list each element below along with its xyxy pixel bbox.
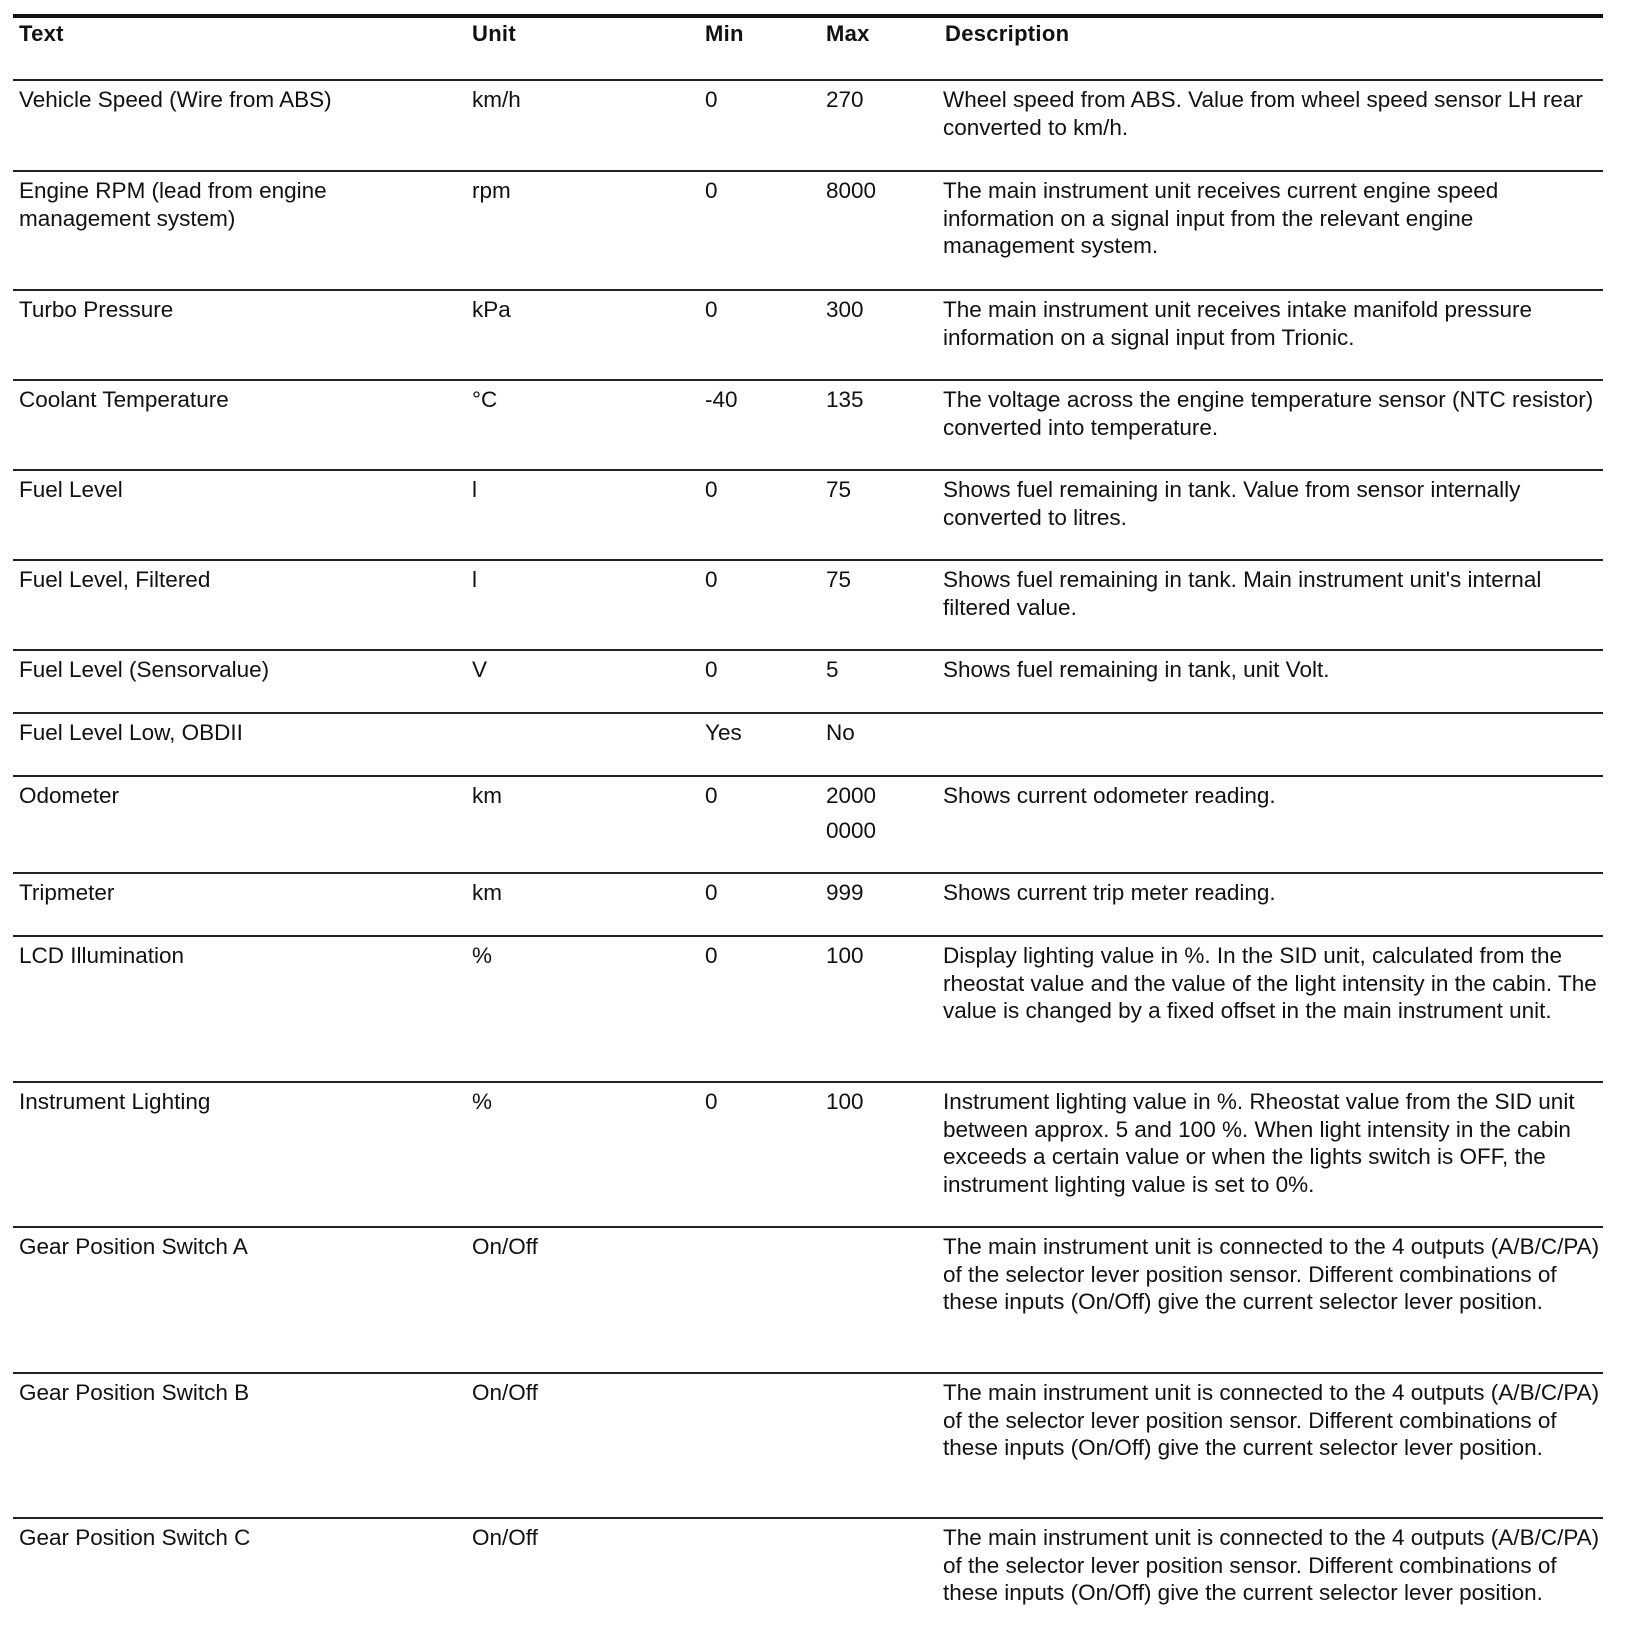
row-separator [13, 559, 1603, 561]
table-top-rule [13, 14, 1603, 18]
cell-max: 100 [826, 943, 864, 968]
row-separator [13, 872, 1603, 874]
cell-description: The main instrument unit is connected to the 4 outputs (A/B/C/PA) of the selector lever position sensor. Different combinations of these inputs (On/Off) give the current selector lever position. [943, 1234, 1600, 1314]
cell-text: Instrument Lighting [19, 1089, 211, 1114]
cell-description: The main instrument unit receives current engine speed information on a signal input from the relevant engine management system. [943, 178, 1499, 258]
cell-min: 0 [705, 657, 718, 682]
cell-max: 999 [826, 880, 864, 905]
cell-unit: % [472, 943, 493, 968]
cell-min: -40 [705, 387, 738, 412]
cell-max: 75 [826, 567, 852, 592]
cell-min: 0 [705, 783, 718, 808]
row-separator [13, 935, 1603, 937]
cell-text: LCD Illumination [19, 943, 185, 968]
cell-min: 0 [705, 943, 718, 968]
cell-text: Gear Position Switch C [19, 1525, 251, 1550]
row-separator [13, 289, 1603, 291]
cell-unit: On/Off [472, 1525, 538, 1550]
cell-text: Fuel Level Low, OBDII [19, 720, 243, 745]
cell-text: Vehicle Speed (Wire from ABS) [19, 87, 332, 112]
row-separator [13, 379, 1603, 381]
cell-text: Fuel Level [19, 477, 123, 502]
cell-max: No [826, 720, 855, 745]
cell-min: 0 [705, 178, 718, 203]
cell-description: Shows current trip meter reading. [943, 880, 1276, 905]
cell-text: Turbo Pressure [19, 297, 174, 322]
cell-description: Shows fuel remaining in tank, unit Volt. [943, 657, 1330, 682]
cell-min: 0 [705, 87, 718, 112]
cell-max: 135 [826, 387, 864, 412]
cell-unit: km [472, 783, 502, 808]
cell-description: Shows fuel remaining in tank. Value from sensor internally converted to litres. [943, 477, 1521, 530]
cell-unit: km/h [472, 87, 521, 112]
cell-unit: °C [472, 387, 498, 412]
cell-min: 0 [705, 1089, 718, 1114]
header-max: Max [826, 21, 870, 46]
cell-unit: On/Off [472, 1234, 538, 1259]
cell-unit: V [472, 657, 488, 682]
row-separator [13, 775, 1603, 777]
cell-unit: rpm [472, 178, 511, 203]
cell-unit: km [472, 880, 502, 905]
cell-max: 270 [826, 87, 864, 112]
cell-max: 2000 0000 [826, 783, 877, 843]
row-separator [13, 170, 1603, 172]
cell-min: 0 [705, 567, 718, 592]
cell-description: The main instrument unit receives intake manifold pressure information on a signal input from Trionic. [943, 297, 1533, 350]
row-separator [13, 1226, 1603, 1228]
cell-max: 8000 [826, 178, 877, 203]
cell-unit: % [472, 1089, 493, 1114]
cell-description: Wheel speed from ABS. Value from wheel speed sensor LH rear converted to km/h. [943, 87, 1583, 140]
cell-min: 0 [705, 297, 718, 322]
header-description: Description [945, 21, 1070, 46]
cell-text: Fuel Level, Filtered [19, 567, 211, 592]
row-separator [13, 1372, 1603, 1374]
cell-unit: l [472, 567, 477, 592]
row-separator [13, 469, 1603, 471]
row-separator [13, 79, 1603, 81]
header-text: Text [19, 21, 64, 46]
cell-unit: kPa [472, 297, 511, 322]
cell-description: The main instrument unit is connected to the 4 outputs (A/B/C/PA) of the selector lever position sensor. Different combinations of these inputs (On/Off) give the current selector lever position. [943, 1525, 1600, 1605]
cell-text: Fuel Level (Sensorvalue) [19, 657, 270, 682]
cell-max: 100 [826, 1089, 864, 1114]
cell-description: Display lighting value in %. In the SID unit, calculated from the rheostat value and the value of the light intensity in the cabin. The value is changed by a fixed offset in the main instrument unit. [943, 943, 1597, 1023]
cell-max: 300 [826, 297, 864, 322]
cell-description: The main instrument unit is connected to the 4 outputs (A/B/C/PA) of the selector lever position sensor. Different combinations of these inputs (On/Off) give the current selector lever position. [943, 1380, 1600, 1460]
cell-description: The voltage across the engine temperature sensor (NTC resistor) converted into temperature. [943, 387, 1594, 440]
cell-description: Shows current odometer reading. [943, 783, 1276, 808]
cell-text: Engine RPM (lead from engine management system) [19, 178, 327, 231]
cell-text: Gear Position Switch A [19, 1234, 248, 1259]
cell-unit: l [472, 477, 477, 502]
cell-max: 75 [826, 477, 852, 502]
cell-text: Coolant Temperature [19, 387, 229, 412]
header-unit: Unit [472, 21, 516, 46]
cell-description: Instrument lighting value in %. Rheostat value from the SID unit between approx. 5 and 100 %. When light intensity in the cabin exceeds a certain value or when the lights switch is OFF, the instrument lighting value is set to 0%. [943, 1089, 1575, 1197]
cell-min: Yes [705, 720, 742, 745]
cell-min: 0 [705, 880, 718, 905]
cell-max: 5 [826, 657, 839, 682]
row-separator [13, 649, 1603, 651]
cell-text: Odometer [19, 783, 120, 808]
cell-text: Gear Position Switch B [19, 1380, 250, 1405]
row-separator [13, 1517, 1603, 1519]
row-separator [13, 712, 1603, 714]
cell-unit: On/Off [472, 1380, 538, 1405]
cell-description: Shows fuel remaining in tank. Main instrument unit's internal filtered value. [943, 567, 1542, 620]
header-min: Min [705, 21, 744, 46]
cell-text: Tripmeter [19, 880, 115, 905]
row-separator [13, 1081, 1603, 1083]
cell-min: 0 [705, 477, 718, 502]
